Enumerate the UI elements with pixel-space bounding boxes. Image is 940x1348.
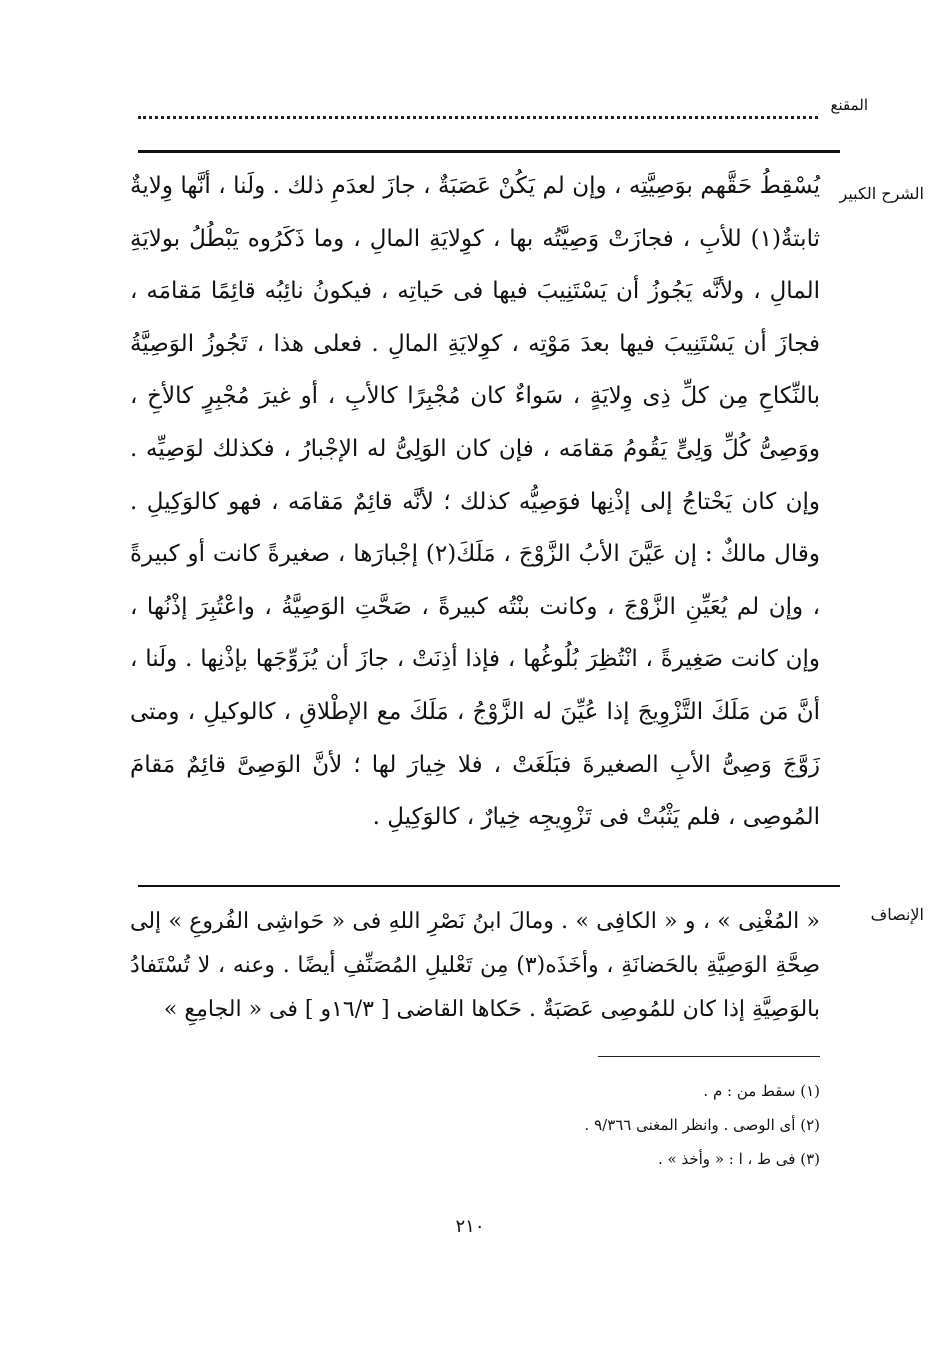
running-title: المقنع (830, 96, 868, 114)
dotted-leader (138, 116, 818, 119)
footnote-1: (١) سقط من : م . (703, 1082, 820, 1100)
footnote-2: (٢) أى الوصى . وانظر المغنى ٩/٣٦٦ . (584, 1116, 820, 1134)
side-label-insaf: الإنصاف (870, 905, 924, 924)
insaf-text (130, 900, 820, 1032)
section-rule (138, 885, 840, 887)
main-paragraph: يُسْقِطُ حَقَّهم بوَصِيَّتِه ، وإن لم يَكُنْ عَصَبَةٌ ، جازَ لعدَمِ ذلك . ولَنا ، أنَّها وِلايةٌ ثابتةٌ(١) للأبِ ، فجازَتْ وَصِيَّتُه بها ، كوِلايَةِ المالِ ، وما ذَكَرُوه يَبْطُلُ بولايَةِ المالِ ، ولأنَّه يَجُوزُ أن يَسْتَنِيبَ فيها فى حَياتِه ، فيكونُ نائِبُه قائِمًا مَقامَه ، فجازَ أن يَسْتَنِيبَ فيها بعدَ مَوْتِه ، كوِلايَةِ المالِ . فعلى هذا ، تَجُوزُ الوَصِيَّةُ بالنِّكاحِ مِن كلِّ ذِى وِلايَةٍ ، سَواءٌ كان مُجْبِرًا كالأبِ ، أو غيرَ مُجْبِرٍ كالأخِ ، ووَصِىُّ كُلِّ وَلِىٍّ يَقُومُ مَقامَه ، فإن كان الوَلِىُّ له الإجْبارُ ، فكذلك لوَصِيِّه . وإن كان يَحْتاجُ إلى إذْنِها فوَصِيُّه كذلك ؛ لأنَّه قائِمٌ مَقامَه ، فهو كالوَكِيلِ . وقال مالكٌ : إن عَيَّنَ الأبُ الزَّوْجَ ، مَلَكَ(٢) إجْبارَها ، صغيرةً كانت أو كبيرةً ، وإن لم يُعَيِّنِ الزَّوْجَ ، وكانت بنْتُه كبيرةً ، صَحَّتِ الوَصِيَّةُ ، واعْتُبِرَ إذْنُها ، وإن كانت صَغِيرةً ، انْتُظِرَ بُلُوغُها ، فإذا أذِنَتْ ، جازَ أن يُزَوِّجَها بإذْنِها . ولَنا ، أنَّ مَن مَلَكَ التَّزْوِيجَ إذا عُيِّنَ له الزَّوْجُ ، مَلَكَ مع الإطْلاقِ ، كالوكيلِ ، ومتى زَوَّجَ وَصِىُّ الأبِ الصغيرةَ فبَلَغَتْ ، فلا خِيارَ لها ؛ لأنَّ الوَصِىَّ قائِمٌ مَقامَ المُوصِى ، فلم يَثْبُتْ فى تَزْوِيجِه خِيارٌ ، كالوَكِيلِ . (130, 173, 820, 831)
main-commentary-text (130, 160, 820, 844)
footnotes (130, 1074, 820, 1176)
header-rule (138, 150, 840, 153)
insaf-paragraph: « المُغْنِى » ، و « الكافِى » . ومالَ ابنُ نَصْرِ اللهِ فى « حَواشِى الفُروعِ » إلى صِحَّةِ الوَصِيَّةِ بالحَضانَةِ ، وأخَذَه(٣) مِن تَعْليلِ المُصَنِّفِ أيضًا . وعنه ، لا تُسْتَفادُ بالوَصِيَّةِ إذا كان للمُوصِى عَصَبَةٌ . حَكاها القاضى [ ١٦/٣و ] فى « الجامِعِ » (130, 909, 820, 1022)
page-number: ٢١٠ (455, 1216, 485, 1237)
footnote-rule (598, 1056, 820, 1057)
side-label-sharh: الشرح الكبير (839, 184, 924, 203)
footnote-3: (٣) فى ط ، ا : « وأخذ » . (658, 1150, 820, 1168)
